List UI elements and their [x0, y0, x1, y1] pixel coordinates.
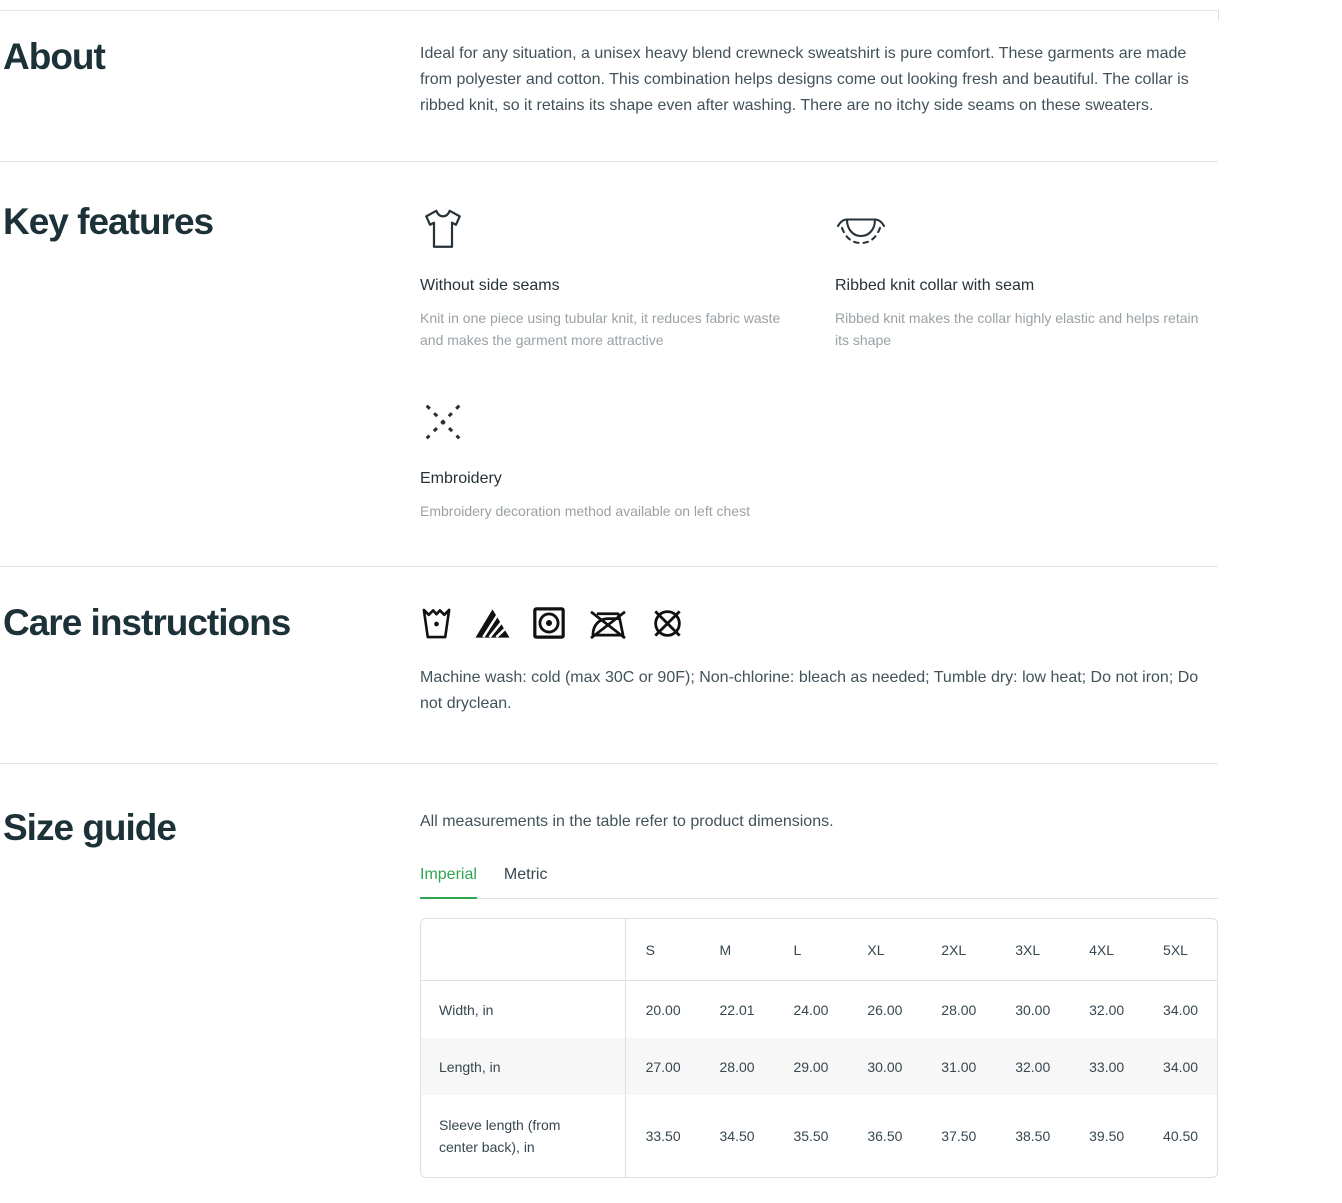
- cell-value: 32.00: [1089, 1001, 1125, 1018]
- table-row-sleeve-length: [421, 1095, 1217, 1177]
- row-label: Sleeve length (from center back), in: [421, 1095, 626, 1177]
- cell-value: 34.00: [1163, 1058, 1199, 1075]
- cell-value: 27.00: [645, 1058, 681, 1075]
- cell-value: 28.00: [941, 1001, 977, 1018]
- cell-value: 40.50: [1163, 1128, 1199, 1144]
- tab-metric[interactable]: Metric: [503, 866, 548, 883]
- size-column-header: 3XL: [995, 919, 1069, 981]
- about-section: [0, 11, 1218, 162]
- key-features-section: [0, 162, 1218, 567]
- size-column-header: M: [700, 919, 774, 981]
- size-column-header: [421, 919, 626, 981]
- feature-without-side-seams: [420, 206, 835, 351]
- cell-value: 36.50: [867, 1128, 903, 1144]
- cell-value: 24.00: [793, 1001, 829, 1018]
- tumble-dry-low-icon: [532, 606, 566, 640]
- size-column-header: S: [626, 919, 700, 981]
- page-edge-tick: [1218, 10, 1219, 21]
- product-details-content: [0, 10, 1218, 1178]
- size-guide-note: All measurements in the table refer to product dimensions.: [420, 813, 834, 830]
- row-label: Width, in: [421, 981, 626, 1038]
- cell-value: 37.50: [941, 1128, 977, 1144]
- non-chlorine-bleach-icon: [474, 607, 511, 640]
- do-not-iron-icon: [587, 606, 628, 641]
- feature-title: Embroidery: [420, 470, 502, 487]
- cell-value: 29.00: [793, 1058, 829, 1075]
- care-heading: Care instructions: [3, 602, 291, 643]
- machine-wash-cold-icon: [420, 605, 453, 642]
- feature-description: Embroidery decoration method available on left chest: [420, 503, 750, 519]
- size-guide-table: [420, 918, 1218, 1178]
- cell-value: 33.00: [1089, 1058, 1125, 1075]
- feature-description: Ribbed knit makes the collar highly elastic and helps retain its shape: [835, 310, 1199, 348]
- features-grid: [420, 202, 1218, 522]
- size-column-header: 4XL: [1069, 919, 1143, 981]
- care-icons-row: [420, 603, 1218, 643]
- cell-value: 39.50: [1089, 1128, 1125, 1144]
- tshirt-icon: [420, 206, 466, 252]
- cell-value: 34.00: [1163, 1001, 1199, 1018]
- cell-value: 28.00: [719, 1058, 755, 1075]
- cell-value: 22.01: [719, 1001, 755, 1018]
- table-row-length: [421, 1038, 1217, 1095]
- size-table-header-row: [421, 919, 1217, 981]
- cell-value: 33.50: [645, 1128, 681, 1144]
- feature-title: Ribbed knit collar with seam: [835, 277, 1035, 294]
- cell-value: 38.50: [1015, 1128, 1051, 1144]
- table-row-width: [421, 981, 1217, 1038]
- care-instructions-section: [0, 567, 1218, 764]
- cell-value: 20.00: [645, 1001, 681, 1018]
- cell-value: 34.50: [719, 1128, 755, 1144]
- do-not-dryclean-icon: [649, 606, 686, 641]
- size-column-header: 5XL: [1143, 919, 1217, 981]
- cell-value: 31.00: [941, 1058, 977, 1075]
- size-guide-section: [0, 764, 1218, 1178]
- feature-title: Without side seams: [420, 277, 560, 294]
- key-features-heading: Key features: [3, 201, 214, 242]
- cell-value: 30.00: [1015, 1001, 1051, 1018]
- product-details-page: [0, 10, 1342, 1203]
- feature-ribbed-knit-collar: [835, 206, 1218, 351]
- size-column-header: L: [773, 919, 847, 981]
- cell-value: 30.00: [867, 1058, 903, 1075]
- tab-imperial[interactable]: Imperial: [420, 865, 477, 899]
- cell-value: 32.00: [1015, 1058, 1051, 1075]
- about-heading: About: [3, 36, 105, 77]
- about-description: Ideal for any situation, a unisex heavy blend crewneck sweatshirt is pure comfort. These garments are made from polyester and cotton. This combination helps designs come out looking fresh and beautiful. The collar is ribbed knit, so it retains its shape even after washing. There are no itchy side seams on these sweaters.: [420, 45, 1189, 114]
- feature-description: Knit in one piece using tubular knit, it reduces fabric waste and makes the garment more attractive: [420, 310, 781, 348]
- units-tabs: [420, 865, 1218, 899]
- embroidery-icon: [420, 399, 466, 445]
- size-guide-heading: Size guide: [3, 807, 176, 848]
- care-description: Machine wash: cold (max 30C or 90F); Non-chlorine: bleach as needed; Tumble dry: low heat; Do not iron; Do not dryclean.: [420, 669, 1199, 712]
- cell-value: 26.00: [867, 1001, 903, 1018]
- row-label: Length, in: [421, 1038, 626, 1095]
- size-column-header: 2XL: [921, 919, 995, 981]
- feature-embroidery: [420, 399, 835, 522]
- cell-value: 35.50: [793, 1128, 829, 1144]
- size-column-header: XL: [847, 919, 921, 981]
- collar-icon: [835, 215, 887, 247]
